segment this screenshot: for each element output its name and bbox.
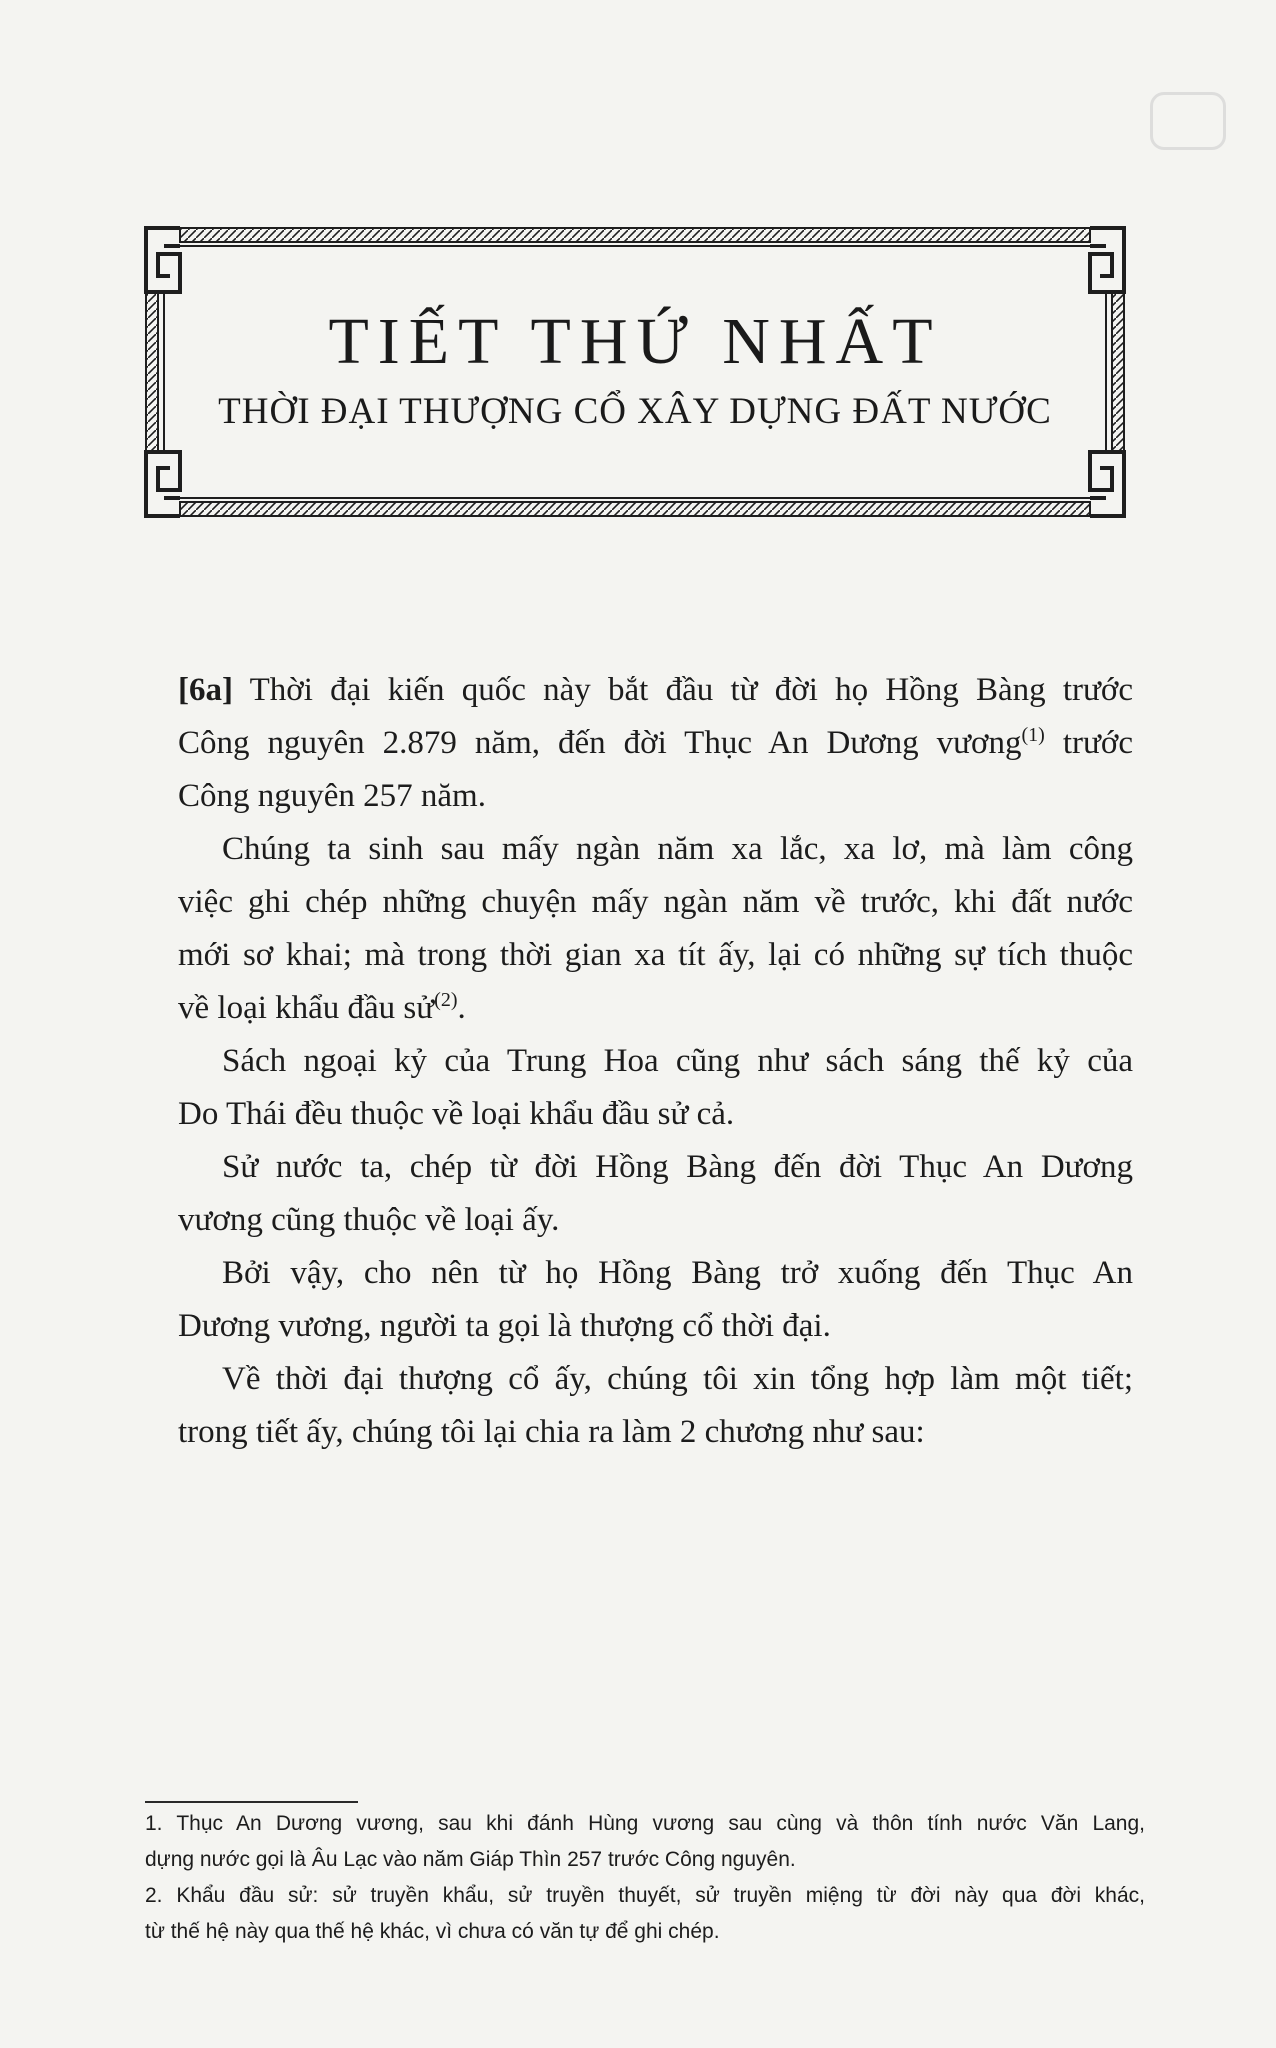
border-bottom bbox=[180, 498, 1090, 516]
text-line: Bởi vậy, cho nên từ họ Hồng Bàng trở xuống đến Thục An bbox=[222, 1255, 1133, 1291]
text-span: . bbox=[457, 990, 466, 1026]
text-line: việc ghi chép những chuyện mấy ngàn năm về trước, khi đất nước bbox=[178, 884, 1133, 920]
paragraph-tag: [6a] bbox=[178, 672, 233, 708]
paragraph-4 bbox=[178, 1141, 1133, 1247]
text-line: Do Thái đều thuộc về loại khẩu đầu sử cả. bbox=[178, 1096, 735, 1132]
paragraph-2 bbox=[178, 823, 1133, 1035]
paragraph-6 bbox=[178, 1353, 1133, 1459]
footnote-2-line-2: từ thế hệ này qua thế hệ khác, vì chưa có văn tự để ghi chép. bbox=[145, 1920, 720, 1943]
text-span: Thời đại kiến quốc này bắt đầu từ đời họ Hồng Bàng trước bbox=[232, 672, 1133, 708]
text-line: Chúng ta sinh sau mấy ngàn năm xa lắc, xa lơ, mà làm công bbox=[222, 831, 1133, 867]
footnote-2-line-1: 2. Khẩu đầu sử: sử truyền khẩu, sử truyền thuyết, sử truyền miệng từ đời này qua đời khác, bbox=[145, 1884, 1145, 1907]
border-top bbox=[180, 228, 1090, 246]
footnote-1-line-1: 1. Thục An Dương vương, sau khi đánh Hùng vương sau cùng và thôn tính nước Văn Lang, bbox=[145, 1812, 1145, 1835]
body-text bbox=[178, 664, 1133, 1459]
text-line: mới sơ khai; mà trong thời gian xa tít ấy, lại có những sự tích thuộc bbox=[178, 937, 1133, 973]
corner-ornament-bottom-left bbox=[146, 452, 180, 516]
text-line bbox=[178, 982, 1133, 1035]
footnote-ref-1[interactable]: (1) bbox=[1021, 724, 1045, 746]
paragraph-3 bbox=[178, 1035, 1133, 1141]
section-subtitle: THỜI ĐẠI THƯỢNG CỔ XÂY DỰNG ĐẤT NƯỚC bbox=[218, 391, 1052, 432]
footnote-1-line-2: dựng nước gọi là Âu Lạc vào năm Giáp Thìn 257 trước Công nguyên. bbox=[145, 1848, 796, 1871]
footnote-ref-2[interactable]: (2) bbox=[434, 989, 458, 1011]
text-line: Về thời đại thượng cổ ấy, chúng tôi xin tổng hợp làm một tiết; bbox=[222, 1361, 1133, 1397]
footnotes bbox=[145, 1806, 1145, 1950]
section-title-frame bbox=[140, 222, 1130, 522]
text-line: Sách ngoại kỷ của Trung Hoa cũng như sách sáng thế kỷ của bbox=[222, 1043, 1133, 1079]
section-title: TIẾT THỨ NHẤT bbox=[328, 305, 942, 378]
corner-ornament-top-left bbox=[146, 228, 180, 292]
corner-ornament-top-right bbox=[1090, 228, 1124, 292]
paragraph-5 bbox=[178, 1247, 1133, 1353]
paragraph-1 bbox=[178, 664, 1133, 823]
text-line: Công nguyên 257 năm. bbox=[178, 778, 486, 814]
text-span: Công nguyên 2.879 năm, đến đời Thục An Dương vương bbox=[178, 725, 1022, 761]
bleed-through-header bbox=[900, 104, 906, 131]
text-line: Dương vương, người ta gọi là thượng cổ thời đại. bbox=[178, 1308, 831, 1344]
text-span: trước bbox=[1044, 725, 1133, 761]
bleed-through-page-box bbox=[1150, 92, 1226, 150]
text-line: Sử nước ta, chép từ đời Hồng Bàng đến đời Thục An Dương bbox=[222, 1149, 1133, 1185]
text-line: vương cũng thuộc về loại ấy. bbox=[178, 1202, 560, 1238]
footnote-divider bbox=[145, 1801, 358, 1803]
text-line bbox=[178, 664, 1133, 717]
corner-ornament-bottom-right bbox=[1090, 452, 1124, 516]
text-line: trong tiết ấy, chúng tôi lại chia ra làm 2 chương như sau: bbox=[178, 1414, 925, 1450]
text-span: về loại khẩu đầu sử bbox=[178, 990, 435, 1026]
text-line bbox=[178, 717, 1133, 770]
